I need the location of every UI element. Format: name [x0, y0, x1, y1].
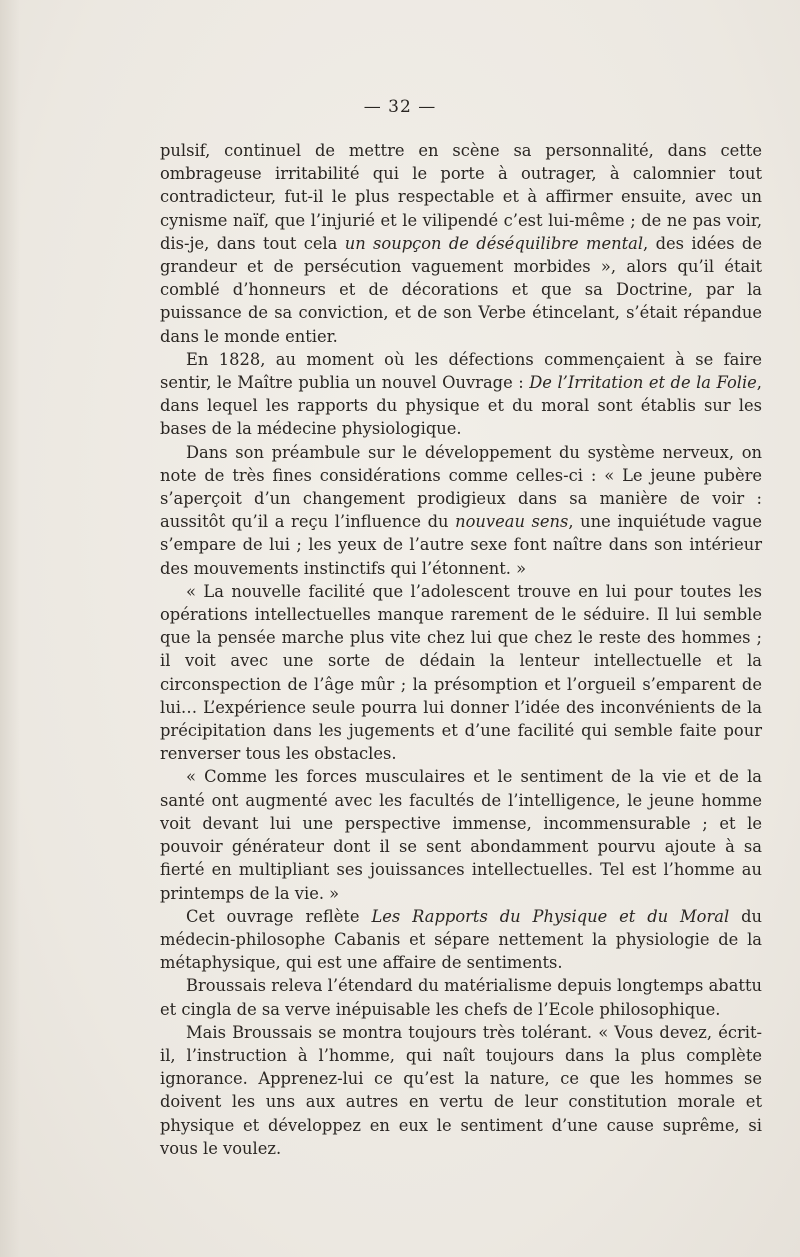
paragraph: [160, 441, 762, 580]
paragraph: [160, 905, 762, 975]
paragraph: [160, 974, 762, 1020]
body-text: [160, 139, 762, 1160]
text-run: « Comme les forces musculaires et le sentiment de la vie et de la santé ont augmenté avec les facultés de l’intelligence, le jeune homme voit devant lui une perspective immense, incommensurable ; et le pouvoir générateur dont il se sent abondamment pourvu ajoute à sa fierté en multipliant ses jouissances intellectuelles. Tel est l’homme au printemps de la vie. »: [160, 767, 762, 903]
text-run: , une inquiétude vague s’empare de lui ; les yeux de l’autre sexe font naître dans son intérieur des mouvements instinctifs qui l’étonnent. »: [160, 512, 762, 578]
page-number: — 32 —: [363, 97, 437, 117]
paragraph: [160, 580, 762, 766]
text-run: pulsif, continuel de mettre en scène sa personnalité, dans cette ombrageuse irritabilité qui le porte à outrager, à calomnier tout contradicteur, fut-il le plus respectable et à affirmer ensuite, avec un cynisme naïf, que l’injurié et le vilipendé c’est lui-même ; de ne pas voir, dis-je, dans tout cela: [160, 141, 762, 253]
italic-run: un soupçon de déséquilibre mental: [344, 233, 644, 253]
paragraph: [160, 348, 762, 441]
text-run: « La nouvelle facilité que l’adolescent trouve en lui pour toutes les opérations intellectuelles manque rarement de le séduire. Il lui semble que la pensée marche plus vite chez lui que chez le reste des hommes ; il voit avec une sorte de dédain la lenteur intellectuelle et la circonspection de l’âge mûr ; la présomption et l’orgueil s’emparent de lui… L’expérience seule pourra lui donner l’idée des inconvénients de la précipitation dans les jugements et d’une facilité qui semble faite pour renverser tous les obstacles.: [160, 581, 762, 764]
italic-run: nouveau sens: [455, 512, 569, 532]
text-run: Mais Broussais se montra toujours très tolérant. « Vous devez, écrit-il, l’instruction à l’homme, qui naît toujours dans la plus complète ignorance. Apprenez-lui ce qu’est la nature, ce que les hommes se doivent les uns aux autres en vertu de leur constitution morale et physique et développez en eux le sentiment d’une cause suprême, si vous le voulez.: [160, 1022, 762, 1158]
paragraph: [160, 1021, 762, 1160]
text-run: Dans son préambule sur le développement du système nerveux, on note de très fines considérations comme celles-ci : « Le jeune pubère s’aperçoit d’un changement prodigieux dans sa manière de voir : aussitôt qu’il a reçu l’influence du: [160, 442, 762, 532]
italic-run: De l’Irritation et de la Folie: [529, 373, 757, 393]
text-run: Cet ouvrage reflète: [186, 906, 372, 926]
paragraph: [160, 765, 762, 904]
text-run: , dans lequel les rapports du physique et du moral sont établis sur les bases de la médecine physiologique.: [160, 373, 762, 439]
text-run: , des idées de grandeur et de persécution vaguement morbides », alors qu’il était comblé d’honneurs et de décorations et que sa Doctrine, par la puissance de sa conviction, et de son Verbe étincelant, s’était répandue dans le monde entier.: [160, 233, 762, 346]
text-run: En 1828, au moment où les défections commençaient à se faire sentir, le Maître publia un nouvel Ouvrage :: [160, 349, 762, 393]
italic-run: Les Rapports du Physique et du Moral: [371, 906, 730, 926]
text-run: du médecin-philosophe Cabanis et sépare nettement la physiologie de la métaphysique, qui est une affaire de sentiments.: [160, 906, 762, 973]
page-edge-shadow: [0, 0, 20, 1257]
text-run: Broussais releva l’étendard du matérialisme depuis longtemps abattu et cingla de sa verve inépuisable les chefs de l’Ecole philosophique.: [160, 976, 762, 1019]
paragraph: [160, 139, 762, 348]
